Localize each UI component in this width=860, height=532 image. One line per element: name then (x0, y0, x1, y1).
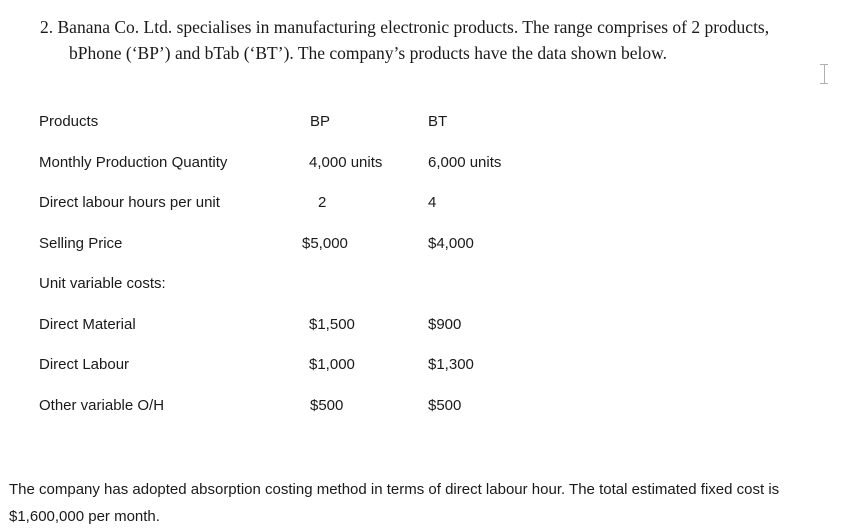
table-row-label: Selling Price (39, 235, 123, 252)
table-cell-bt: 6,000 units (428, 154, 502, 171)
table-row-label: Other variable O/H (39, 397, 165, 414)
table-row-label: Direct Material (39, 316, 136, 333)
footer-paragraph: The company has adopted absorption costing method in terms of direct labour hour. The total estimated fixed cost is $1,600,000 per month. (9, 481, 780, 525)
table-cell-bp: $1,500 (309, 316, 355, 333)
table-cell-bt: 4 (428, 194, 437, 211)
table-cell-bt: $4,000 (428, 235, 474, 252)
table-cell-bp: 4,000 units (309, 154, 383, 171)
text-cursor-icon (820, 64, 828, 84)
question-line-1: 2. Banana Co. Ltd. specialises in manufacturing electronic products. The range comprises of 2 products, (40, 17, 770, 37)
table-cell-bp: $5,000 (302, 235, 348, 252)
table-cell-bp: 2 (318, 194, 327, 211)
table-row-label: Monthly Production Quantity (39, 154, 228, 171)
table-cell-bt: $900 (428, 316, 462, 333)
table-cell-bt: $1,300 (428, 356, 474, 373)
table-row-label: Direct Labour (39, 356, 130, 373)
question-line-2: bPhone (‘BP’) and bTab (‘BT’). The company’s products have the data shown below. (69, 43, 668, 63)
table-cell-bp: $500 (310, 397, 344, 414)
table-header-bp: BP (310, 113, 331, 130)
table-section-label: Unit variable costs: (39, 275, 166, 292)
table-cell-bt: $500 (428, 397, 462, 414)
table-row-label: Direct labour hours per unit (39, 194, 220, 211)
table-cell-bp: $1,000 (309, 356, 355, 373)
table-header-bt: BT (428, 113, 448, 130)
table-header-products: Products (39, 113, 99, 130)
question-text (40, 14, 820, 66)
